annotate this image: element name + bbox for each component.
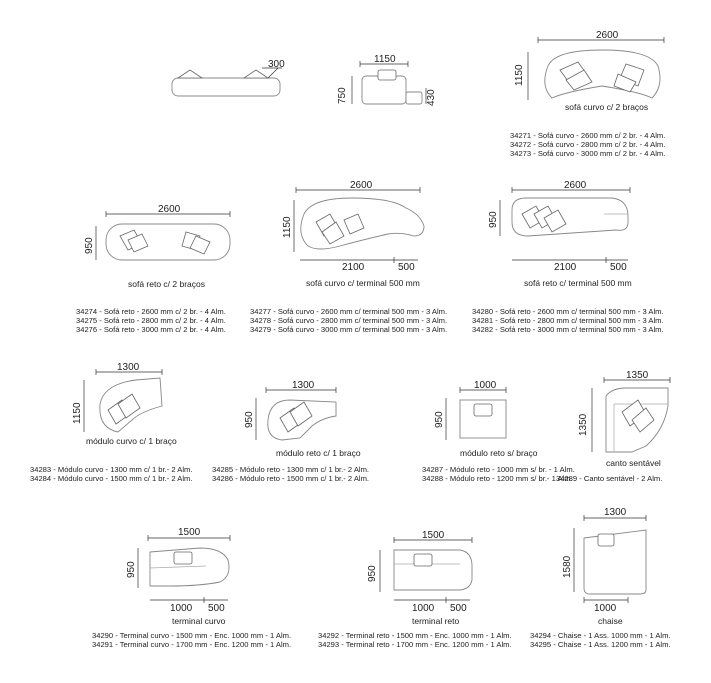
item-label: terminal curvo [172, 616, 226, 626]
item-chaise [530, 507, 671, 649]
item-modulo-curvo-1-braco [30, 362, 193, 483]
height-dim: 950 [367, 565, 378, 582]
segment-a-dim: 2100 [554, 262, 577, 273]
segment-a-dim: 2100 [342, 262, 365, 273]
item-label: sofá reto c/ terminal 500 mm [524, 278, 632, 288]
height-dim: 1150 [72, 402, 83, 424]
item-code: 34293 - Terminal reto - 1700 mm - Enc. 1200 mm - 1 Alm. [318, 640, 512, 649]
width-dim: 1350 [626, 370, 649, 381]
height-dim: 950 [488, 211, 499, 228]
height-dim: 950 [244, 411, 255, 428]
height-dim: 1580 [562, 555, 573, 578]
item-code: 34291 - Terminal curvo - 1700 mm - Enc. 1200 mm - 1 Alm. [92, 640, 292, 649]
front-width-dim: 1150 [374, 54, 396, 65]
item-modulo-reto-1-braco [212, 380, 369, 483]
item-code: 34273 - Sofá curvo - 3000 mm c/ 2 br. - 4 Alm. [510, 149, 666, 158]
item-code: 34285 - Módulo reto - 1300 mm c/ 1 br.- 2 Alm. [212, 465, 370, 474]
item-label: sofá reto c/ 2 braços [128, 279, 206, 289]
item-code: 34281 - Sofá reto - 2800 mm c/ terminal 500 mm - 3 Alm. [472, 316, 664, 325]
item-code: 34275 - Sofá reto - 2800 mm c/ 2 br. - 4 Alm. [76, 316, 226, 325]
front-total-height-dim: 750 [337, 87, 348, 104]
item-code: 34284 - Módulo curvo - 1500 mm c/ 1 br.- 2 Alm. [30, 474, 193, 483]
item-code: 34276 - Sofá reto - 3000 mm c/ 2 br. - 4 Alm. [76, 325, 226, 334]
segment-b-dim: 500 [450, 603, 467, 614]
item-code: 34288 - Módulo reto - 1200 mm s/ br.- 1 Alm. [422, 474, 573, 483]
item-code: 34277 - Sofá curvo - 2600 mm c/ terminal 500 mm - 3 Alm. [250, 307, 448, 316]
height-dim: 1350 [578, 413, 589, 436]
item-code: 34287 - Módulo reto - 1000 mm s/ br. - 1 Alm. [422, 465, 575, 474]
item-code: 34290 - Terminal curvo - 1500 mm - Enc. 1000 mm - 1 Alm. [92, 631, 292, 640]
width-dim: 1300 [117, 362, 140, 373]
item-label: chaise [598, 616, 623, 626]
width-dim: 2600 [350, 180, 373, 191]
height-dim: 1150 [514, 64, 525, 86]
width-dim: 1300 [604, 507, 627, 518]
height-dim: 950 [434, 411, 445, 428]
segment-b-dim: 500 [398, 262, 415, 273]
item-label: módulo reto s/ braço [460, 448, 538, 458]
item-label: canto sentável [606, 458, 661, 468]
item-code: 34294 - Chaise - 1 Ass. 1000 mm - 1 Alm. [530, 631, 671, 640]
height-dim: 950 [126, 561, 137, 578]
item-code: 34292 - Terminal reto - 1500 mm - Enc. 1000 mm - 1 Alm. [318, 631, 512, 640]
item-code: 34282 - Sofá reto - 3000 mm c/ terminal 500 mm - 3 Alm. [472, 325, 664, 334]
item-sofa-reto-terminal [472, 180, 664, 334]
width-dim: 1500 [422, 530, 445, 541]
height-dim: 1150 [282, 216, 293, 238]
width-dim: 2600 [158, 204, 181, 215]
side-width-dim: 300 [268, 59, 285, 70]
segment-a-dim: 1000 [170, 603, 193, 614]
item-code: 34279 - Sofá curvo - 3000 mm c/ terminal 500 mm - 3 Alm. [250, 325, 448, 334]
item-sofa-curvo-terminal [250, 180, 447, 334]
item-sofa-reto-2-bracos [76, 204, 230, 334]
item-label: terminal reto [412, 616, 460, 626]
item-code: 34289 - Canto sentável - 2 Alm. [556, 474, 663, 483]
width-dim: 1500 [178, 527, 201, 538]
segment-b-dim: 500 [610, 262, 627, 273]
item-label: módulo curvo c/ 1 braço [86, 436, 177, 446]
item-code: 34280 - Sofá reto - 2600 mm c/ terminal 500 mm - 3 Alm. [472, 307, 664, 316]
item-terminal-curvo [92, 527, 291, 649]
item-code: 34274 - Sofá reto - 2600 mm c/ 2 br. - 4 Alm. [76, 307, 226, 316]
item-code: 34283 - Módulo curvo - 1300 mm c/ 1 br.- 2 Alm. [30, 465, 193, 474]
width-dim: 1000 [474, 380, 497, 391]
item-code: 34286 - Módulo reto - 1500 mm c/ 1 br.- 2 Alm. [212, 474, 370, 483]
item-modulo-reto-sem-braco [422, 380, 575, 483]
segment-b-dim: 500 [208, 603, 225, 614]
width-dim: 2600 [564, 180, 587, 191]
item-label: sofá curvo c/ terminal 500 mm [306, 278, 420, 288]
item-code: 34295 - Chaise - 1 Ass. 1200 mm - 1 Alm. [530, 640, 671, 649]
front-seat-height-dim: 430 [426, 89, 437, 106]
width-dim: 1300 [292, 380, 315, 391]
segment-a-dim: 1000 [594, 603, 617, 614]
item-sofa-curvo-2-bracos [510, 30, 665, 158]
front-elevation-view [337, 54, 437, 106]
height-dim: 950 [84, 237, 95, 254]
item-terminal-reto [318, 530, 512, 649]
item-code: 34271 - Sofá curvo - 2600 mm c/ 2 br. - 4 Alm. [510, 131, 666, 140]
item-label: sofá curvo c/ 2 braços [565, 102, 649, 112]
item-code: 34272 - Sofá curvo - 2800 mm c/ 2 br. - 4 Alm. [510, 140, 666, 149]
segment-a-dim: 1000 [412, 603, 435, 614]
item-code: 34278 - Sofá curvo - 2800 mm c/ terminal 500 mm - 3 Alm. [250, 316, 448, 325]
side-elevation-view [172, 59, 285, 96]
width-dim: 2600 [596, 30, 619, 41]
item-label: módulo reto c/ 1 braço [276, 448, 361, 458]
